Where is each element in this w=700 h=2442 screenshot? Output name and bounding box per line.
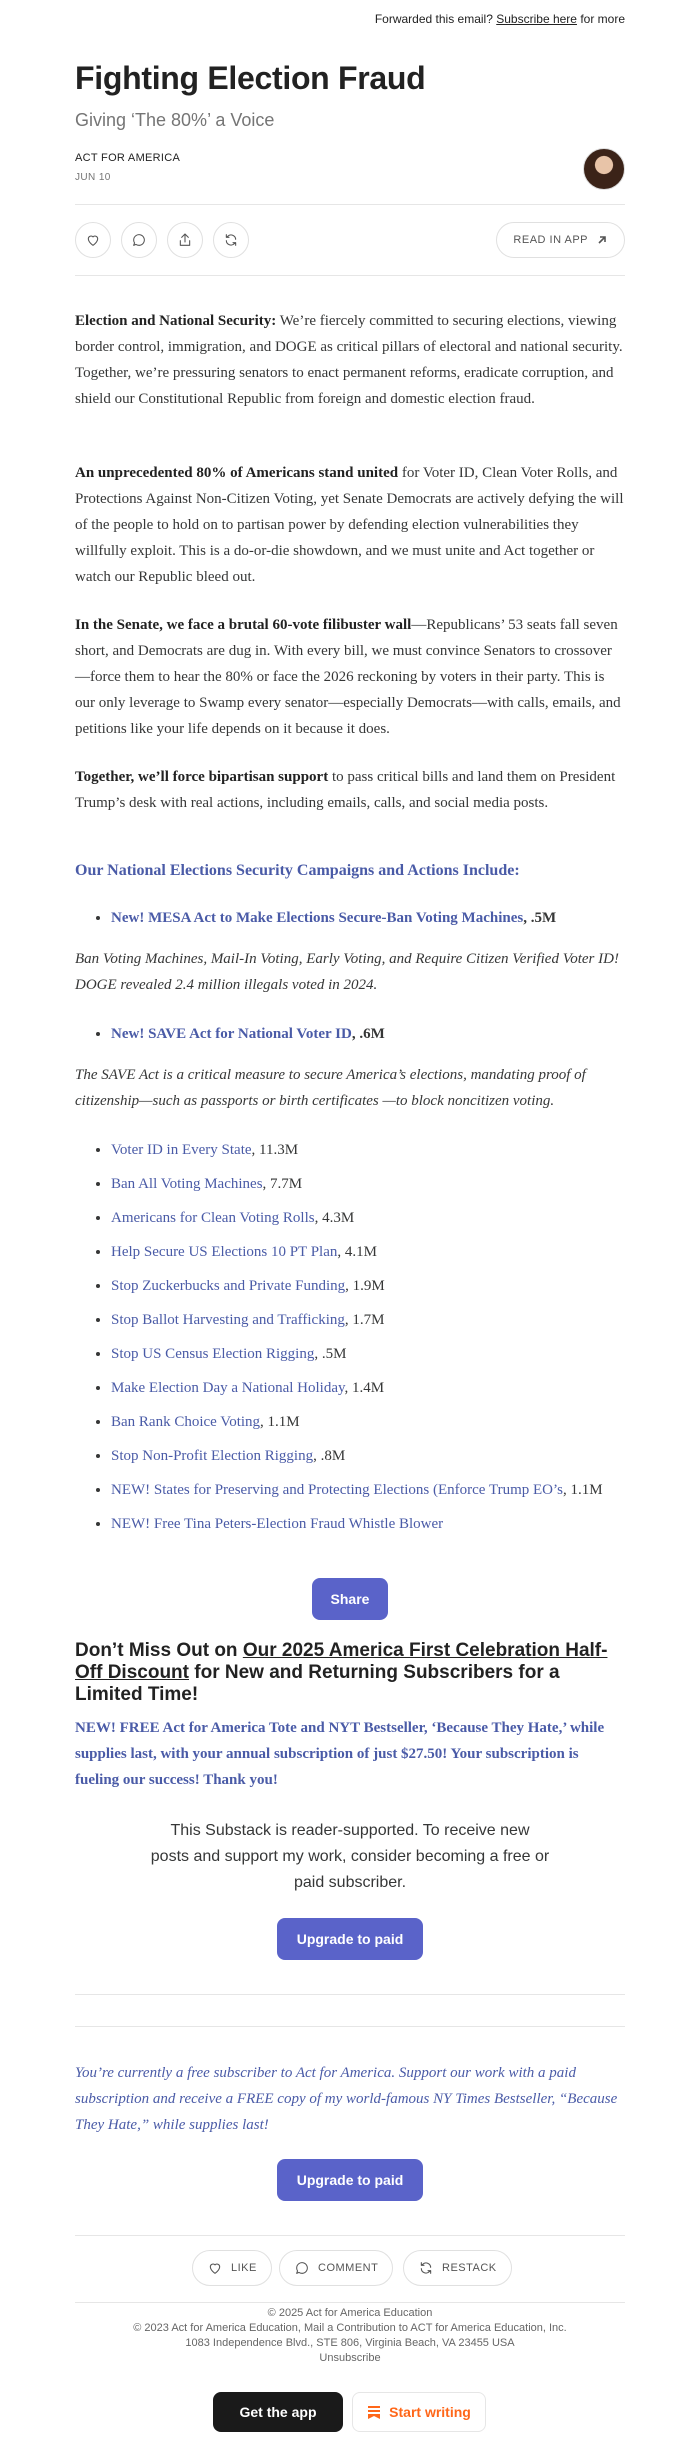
paragraph-bold: An unprecedented 80% of Americans stand united [75, 465, 399, 481]
list-item [111, 1512, 625, 1536]
campaign-count: , 7.7M [262, 1176, 303, 1192]
like-button[interactable] [75, 222, 111, 258]
list-item [111, 1308, 625, 1332]
list-item [111, 1240, 625, 1264]
footer-address: 1083 Independence Blvd., STE 806, Virginia Beach, VA 23455 USA [185, 2337, 515, 2349]
footer [75, 2306, 625, 2366]
mesa-note: Ban Voting Machines, Mail-In Voting, Early Voting, and Require Citizen Verified Voter ID! DOGE revealed 2.4 million illegals voted in 2024. [75, 951, 619, 993]
paragraph-bold: Together, we’ll force bipartisan support [75, 769, 329, 785]
mesa-act-link[interactable]: New! MESA Act to Make Elections Secure-Ban Voting Machines [111, 910, 524, 926]
restack-icon [223, 232, 239, 248]
campaign-count: , 11.3M [251, 1142, 299, 1158]
paragraph-text: to pass critical bills and land them on President Trump’s desk with real actions, including emails, calls, and social media posts. [75, 769, 616, 811]
campaign-link[interactable]: Stop Zuckerbucks and Private Funding [111, 1278, 346, 1294]
campaign-count: , 4.3M [314, 1210, 355, 1226]
list-item [111, 1410, 625, 1434]
promo-suffix: for New and Returning Subscribers for a Limited Time! [75, 1662, 560, 1705]
divider [75, 2302, 625, 2303]
post-title[interactable]: Fighting Election Fraud [75, 60, 426, 96]
campaign-count: , 1.1M [563, 1482, 603, 1498]
restack-button-top[interactable] [213, 222, 249, 258]
comment-icon [294, 2260, 310, 2276]
comment-label: COMMENT [318, 2262, 379, 2274]
campaign-link[interactable]: Help Secure US Elections 10 PT Plan [111, 1244, 338, 1260]
save-act-link[interactable]: New! SAVE Act for National Voter ID [111, 1026, 352, 1042]
free-subscriber-note: You’re currently a free subscriber to Act for America. Support our work with a paid subscription and receive a FREE copy of my world-famous NY Times Bestseller, “Because They Hate,” while supplies last! [75, 2065, 618, 2133]
forward-prefix: Forwarded this email? [374, 12, 493, 26]
campaign-link[interactable]: Stop Non-Profit Election Rigging [111, 1448, 314, 1464]
list-item [111, 1022, 625, 1046]
paragraph-text: —Republicans’ 53 seats fall seven short, and Democrats are dug in. With every bill, we must convince Senators to crossover—force them to hear the 80% or face the 2026 reckoning by voters in their party. This is our only leverage to Swamp every senator—especially Democrats—with calls, emails, and petitions like your life depends on it because it does. [75, 617, 621, 737]
unsubscribe-link[interactable]: Unsubscribe [319, 2352, 381, 2364]
list-item [111, 1138, 625, 1162]
list-item [111, 1274, 625, 1298]
campaign-count: , .5M [523, 910, 557, 926]
campaign-count: , .6M [351, 1026, 385, 1042]
paragraph-bipartisan [75, 764, 625, 816]
start-writing-button[interactable] [352, 2392, 486, 2432]
divider [75, 2026, 625, 2027]
share-button-top[interactable] [167, 222, 203, 258]
half-off-discount-link[interactable]: Our 2025 America First Celebration Half-Off Discount [75, 1640, 608, 1683]
campaign-count: , 1.4M [344, 1380, 385, 1396]
paragraph-bold: Election and National Security: [75, 313, 277, 329]
like-label: LIKE [231, 2262, 257, 2274]
campaign-list [75, 1138, 625, 1536]
divider [75, 2235, 625, 2236]
campaign-link[interactable]: NEW! States for Preserving and Protecting Elections (Enforce Trump EO’s [111, 1482, 563, 1498]
footer-copyright: © 2025 Act for America Education [267, 2307, 433, 2319]
restack-pill-button[interactable] [403, 2250, 512, 2286]
list-item [111, 1478, 625, 1502]
campaign-list-save [75, 1022, 625, 1046]
read-in-app-button[interactable] [496, 222, 625, 258]
promo-tote-offer: NEW! FREE Act for America Tote and NYT Bestseller, ‘Because They Hate,’ while supplies last, with your annual subscription of just $27.50! Your subscription is fueling our success! Thank you! [75, 1720, 605, 1788]
reader-supported-text: This Substack is reader-supported. To receive new posts and support my work, consider becoming a free or paid subscriber. [150, 1822, 550, 1891]
avatar[interactable] [583, 148, 625, 190]
list-item [111, 1444, 625, 1468]
campaign-link[interactable]: NEW! Free Tina Peters-Election Fraud Whistle Blower [111, 1516, 444, 1532]
save-note: The SAVE Act is a critical measure to secure America’s elections, mandating proof of citizenship—such as passports or birth certificates —to block noncitizen voting. [75, 1067, 586, 1109]
campaign-count: , 1.1M [260, 1414, 300, 1430]
footer-contribution: © 2023 Act for America Education, Mail a Contribution to ACT for America Education, Inc. [133, 2322, 567, 2334]
post-date: JUN 10 [75, 172, 111, 183]
post-subtitle: Giving ‘The 80%’ a Voice [75, 110, 275, 130]
like-pill-button[interactable] [192, 2250, 272, 2286]
paragraph-text: for Voter ID, Clean Voter Rolls, and Protections Against Non-Citizen Voting, yet Senate Democrats are actively defying the will of the people to hold on to partisan power by defending election vulnerabilities they willfully exploit. This is a do-or-die showdown, and we must unite and Act together or watch our Republic bleed out. [75, 465, 624, 585]
campaign-count: , 1.9M [345, 1278, 385, 1294]
upgrade-to-paid-button-2[interactable]: Upgrade to paid [277, 2159, 423, 2201]
paragraph-bold: In the Senate, we face a brutal 60-vote filibuster wall [75, 617, 412, 633]
share-button[interactable]: Share [312, 1578, 388, 1620]
share-icon [177, 232, 193, 248]
substack-icon [367, 2405, 381, 2419]
restack-label: RESTACK [442, 2262, 497, 2274]
read-in-app-label: READ IN APP [513, 234, 588, 246]
promo-prefix: Don’t Miss Out on [75, 1640, 243, 1661]
divider [75, 275, 625, 276]
list-item [111, 1376, 625, 1400]
list-item [111, 1342, 625, 1366]
campaign-link[interactable]: Americans for Clean Voting Rolls [111, 1210, 315, 1226]
paragraph-80-percent [75, 460, 625, 590]
author-name[interactable]: ACT FOR AMERICA [75, 152, 181, 164]
list-item [111, 906, 625, 930]
comment-pill-button[interactable] [279, 2250, 393, 2286]
subscribe-link[interactable]: Subscribe here [496, 12, 577, 26]
campaign-link[interactable]: Stop US Census Election Rigging [111, 1346, 315, 1362]
campaign-link[interactable]: Ban Rank Choice Voting [111, 1414, 261, 1430]
forward-suffix: for more [580, 12, 625, 26]
campaign-link[interactable]: Stop Ballot Harvesting and Trafficking [111, 1312, 345, 1328]
campaign-count: , 4.1M [337, 1244, 377, 1260]
campaign-link[interactable]: Ban All Voting Machines [111, 1176, 263, 1192]
start-writing-label: Start writing [389, 2404, 471, 2420]
list-item [111, 1206, 625, 1230]
forward-notice [375, 12, 625, 26]
upgrade-to-paid-button[interactable]: Upgrade to paid [277, 1918, 423, 1960]
paragraph-text: We’re fiercely committed to securing elections, viewing border control, immigration, and DOGE as critical pillars of electoral and national security. Together, we’re pressuring senators to enact permanent reforms, eradicate corruption, and shield our Constitutional Republic from foreign and domestic election fraud. [75, 313, 623, 407]
campaigns-heading: Our National Elections Security Campaigns and Actions Include: [75, 862, 520, 879]
heart-icon [207, 2260, 223, 2276]
campaign-count: , .5M [314, 1346, 347, 1362]
campaign-count: , .8M [313, 1448, 346, 1464]
campaign-link[interactable]: Voter ID in Every State [111, 1142, 252, 1158]
comment-icon [131, 232, 147, 248]
divider [75, 1994, 625, 1995]
campaign-list-mesa [75, 906, 625, 930]
promo-heading [75, 1640, 625, 1706]
heart-icon [85, 232, 101, 248]
list-item [111, 1172, 625, 1196]
divider [75, 204, 625, 205]
paragraph-senate [75, 612, 625, 742]
get-the-app-button[interactable]: Get the app [213, 2392, 343, 2432]
campaign-link[interactable]: Make Election Day a National Holiday [111, 1380, 345, 1396]
restack-icon [418, 2260, 434, 2276]
campaign-count: , 1.7M [344, 1312, 385, 1328]
arrow-up-right-icon [596, 234, 608, 246]
paragraph-election-security [75, 308, 625, 412]
comment-button[interactable] [121, 222, 157, 258]
